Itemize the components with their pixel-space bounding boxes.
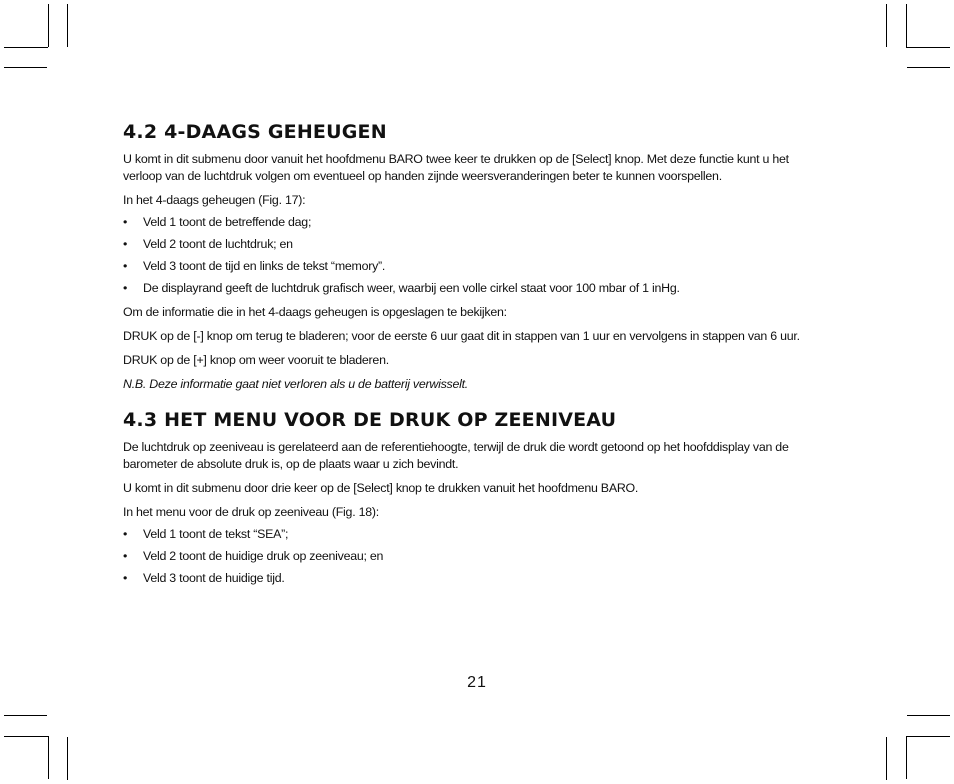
paragraph: U komt in dit submenu door vanuit het hoofdmenu BARO twee keer te drukken op de [Select] knop. Met deze functie kunt u het verloop van de luchtdruk volgen om eventueel op handen zijnde weersveranderingen beter te kunnen voorspellen. xyxy=(123,152,789,183)
bullet-icon: • xyxy=(123,281,128,295)
section-heading: 4.3 HET MENU VOOR DE DRUK OP ZEENIVEAU xyxy=(123,409,617,431)
bullet-icon: • xyxy=(123,259,128,273)
paragraph: DRUK op de [+] knop om weer vooruit te bladeren. xyxy=(123,353,389,367)
list-intro: In het 4-daags geheugen (Fig. 17): xyxy=(123,193,306,207)
page-number: 21 xyxy=(467,674,487,691)
paragraph: Om de informatie die in het 4-daags geheugen is opgeslagen te bekijken: xyxy=(123,305,507,319)
list-item: • Veld 3 toont de tijd en links de tekst “memory”. xyxy=(123,259,386,273)
list-item: • Veld 1 toont de tekst “SEA”; xyxy=(123,527,289,541)
list-item: • Veld 3 toont de huidige tijd. xyxy=(123,571,285,585)
note: N.B. Deze informatie gaat niet verloren als u de batterij verwisselt. xyxy=(123,377,468,391)
paragraph: U komt in dit submenu door drie keer op de [Select] knop te drukken vanuit het hoofdmenu BARO. xyxy=(123,481,639,495)
bullet-icon: • xyxy=(123,237,128,251)
section-druk-op-zeeniveau xyxy=(123,407,823,587)
bullet-list xyxy=(123,526,823,587)
bullet-list xyxy=(123,214,823,297)
list-item: • Veld 2 toont de luchtdruk; en xyxy=(123,237,293,251)
list-item: • De displayrand geeft de luchtdruk grafisch weer, waarbij een volle cirkel staat voor 100 mbar of 1 inHg. xyxy=(123,281,680,295)
list-item: • Veld 2 toont de huidige druk op zeeniveau; en xyxy=(123,549,384,563)
list-item: • Veld 1 toont de betreffende dag; xyxy=(123,215,312,229)
list-intro: In het menu voor de druk op zeeniveau (Fig. 18): xyxy=(123,505,379,519)
page-content xyxy=(123,119,823,587)
bullet-icon: • xyxy=(123,527,128,541)
paragraph: DRUK op de [-] knop om terug te bladeren; voor de eerste 6 uur gaat dit in stappen van 1 uur en vervolgens in stappen van 6 uur. xyxy=(123,329,800,343)
bullet-icon: • xyxy=(123,549,128,563)
paragraph: De luchtdruk op zeeniveau is gerelateerd aan de referentiehoogte, terwijl de druk die wordt getoond op het hoofddisplay van de barometer de absolute druk is, op de plaats waar u zich bevindt. xyxy=(123,440,789,471)
section-heading: 4.2 4-DAAGS GEHEUGEN xyxy=(123,121,387,143)
section-4-daags-geheugen xyxy=(123,119,823,393)
bullet-icon: • xyxy=(123,215,128,229)
bullet-icon: • xyxy=(123,571,128,585)
